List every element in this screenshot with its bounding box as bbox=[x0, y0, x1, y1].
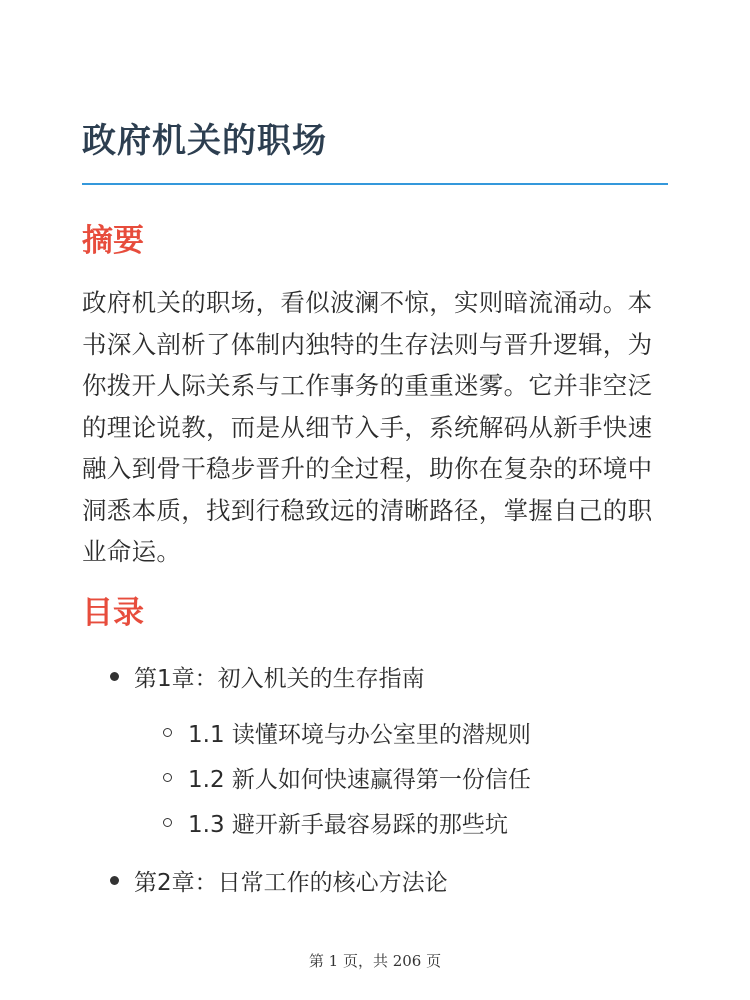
toc-section-1-2[interactable] bbox=[163, 761, 531, 794]
toc-section-1-3[interactable] bbox=[163, 806, 508, 839]
toc-section-label: 1.3 避开新手最容易踩的那些坑 bbox=[188, 812, 508, 838]
toc-chapter-label: 第1章：初入机关的生存指南 bbox=[134, 666, 425, 692]
toc-section-label: 1.2 新人如何快速赢得第一份信任 bbox=[188, 767, 531, 793]
toc-chapter-1[interactable] bbox=[110, 660, 425, 693]
page-title: 政府机关的职场 bbox=[82, 121, 327, 161]
toc-section-label: 1.1 读懂环境与办公室里的潜规则 bbox=[188, 722, 531, 748]
page-number: 第 1 页，共 206 页 bbox=[308, 952, 442, 970]
toc-heading: 目录 bbox=[82, 595, 144, 631]
toc-chapter-label: 第2章：日常工作的核心方法论 bbox=[134, 870, 448, 896]
abstract-body: 政府机关的职场，看似波澜不惊，实则暗流涌动。本书深入剖析了体制内独特的生存法则与晋升逻辑，为你拨开人际关系与工作事务的重重迷雾。它并非空泛的理论说教，而是从细节入手，系统解码从新手快速融入到骨干稳步晋升的全过程，助你在复杂的环境中洞悉本质，找到行稳致远的清晰路径，掌握自己的职业命运。 bbox=[82, 288, 653, 566]
bullet-circle-icon bbox=[163, 818, 172, 827]
bullet-circle-icon bbox=[163, 773, 172, 782]
title-divider bbox=[82, 183, 668, 185]
bullet-circle-icon bbox=[163, 728, 172, 737]
toc-section-1-1[interactable] bbox=[163, 716, 531, 749]
bullet-disc-icon bbox=[110, 672, 119, 681]
abstract-heading: 摘要 bbox=[82, 223, 144, 259]
toc-chapter-2[interactable] bbox=[110, 864, 448, 897]
bullet-disc-icon bbox=[110, 876, 119, 885]
